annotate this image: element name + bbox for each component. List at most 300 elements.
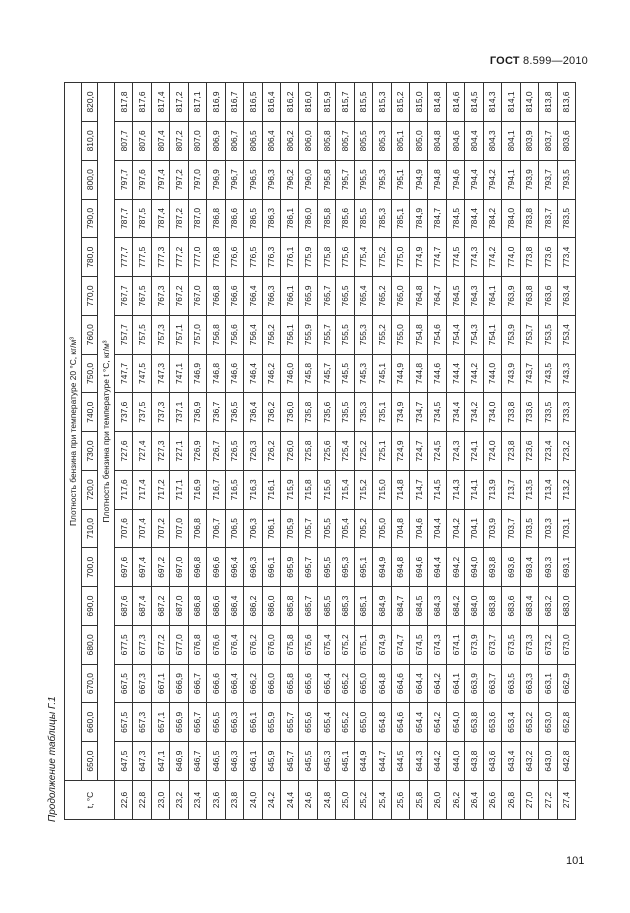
density-cell: 774,9: [410, 238, 428, 277]
density-cell: 676,4: [225, 625, 243, 664]
table-row: [115, 83, 133, 820]
density-cell: 676,2: [244, 625, 262, 664]
density-cell: 765,9: [299, 277, 317, 316]
density-cell: 657,3: [133, 703, 151, 742]
density-cell: 807,7: [115, 121, 133, 160]
column-header: 650,0: [82, 742, 98, 781]
density-cell: 753,7: [520, 315, 538, 354]
table-row: [557, 83, 576, 820]
density-cell: 784,4: [465, 199, 483, 238]
density-cell: 644,5: [391, 742, 409, 781]
temperature-cell: 24,0: [244, 781, 262, 820]
density-cell: 784,9: [410, 199, 428, 238]
density-cell: 735,3: [354, 393, 372, 432]
density-cell: 724,9: [391, 432, 409, 471]
density-cell: 816,5: [244, 83, 262, 122]
density-cell: 807,2: [170, 121, 188, 160]
density-cell: 726,3: [244, 432, 262, 471]
density-cell: 785,1: [391, 199, 409, 238]
density-cell: 724,1: [465, 432, 483, 471]
density-cell: 757,5: [133, 315, 151, 354]
density-cell: 803,7: [539, 121, 557, 160]
density-cell: 677,3: [133, 625, 151, 664]
density-cell: 657,5: [115, 703, 133, 742]
density-cell: 796,7: [225, 160, 243, 199]
density-cell: 785,5: [354, 199, 372, 238]
density-cell: 666,7: [188, 664, 206, 703]
density-cell: 677,5: [115, 625, 133, 664]
density-cell: 727,1: [170, 432, 188, 471]
density-cell: 795,7: [336, 160, 354, 199]
density-cell: 687,6: [115, 587, 133, 626]
density-cell: 725,6: [317, 432, 335, 471]
density-cell: 743,7: [520, 354, 538, 393]
density-cell: 813,6: [557, 83, 576, 122]
density-cell: 686,4: [225, 587, 243, 626]
density-cell: 703,7: [502, 509, 520, 548]
density-cell: 726,2: [262, 432, 280, 471]
density-cell: 653,0: [539, 703, 557, 742]
density-cell: 736,5: [225, 393, 243, 432]
density-cell: 705,5: [317, 509, 335, 548]
density-cell: 806,7: [225, 121, 243, 160]
temperature-cell: 23,4: [188, 781, 206, 820]
density-cell: 737,1: [170, 393, 188, 432]
column-header: 740,0: [82, 393, 98, 432]
temperature-cell: 23,8: [225, 781, 243, 820]
density-cell: 767,0: [188, 277, 206, 316]
density-cell: 716,9: [188, 470, 206, 509]
table-row: [446, 83, 464, 820]
density-cell: 755,2: [373, 315, 391, 354]
density-cell: 805,8: [317, 121, 335, 160]
density-cell: 753,5: [539, 315, 557, 354]
density-cell: 653,2: [520, 703, 538, 742]
density-cell: 726,7: [207, 432, 225, 471]
density-cell: 765,7: [317, 277, 335, 316]
density-cell: 724,0: [483, 432, 501, 471]
density-cell: 684,3: [428, 587, 446, 626]
density-cell: 643,4: [502, 742, 520, 781]
density-cell: 663,9: [465, 664, 483, 703]
density-cell: 733,3: [557, 393, 576, 432]
density-cell: 656,9: [170, 703, 188, 742]
density-cell: 737,6: [115, 393, 133, 432]
density-cell: 754,4: [446, 315, 464, 354]
density-cell: 814,8: [428, 83, 446, 122]
density-cell: 766,6: [225, 277, 243, 316]
density-cell: 664,8: [373, 664, 391, 703]
density-cell: 744,2: [465, 354, 483, 393]
temperature-cell: 24,6: [299, 781, 317, 820]
density-cell: 787,4: [151, 199, 169, 238]
density-cell: 764,3: [465, 277, 483, 316]
density-cell: 706,1: [262, 509, 280, 548]
density-cell: 765,5: [336, 277, 354, 316]
document-header: [490, 55, 588, 67]
table-row: [391, 83, 409, 820]
density-cell: 686,2: [244, 587, 262, 626]
density-cell: 817,4: [151, 83, 169, 122]
density-cell: 705,9: [280, 509, 298, 548]
density-cell: 666,2: [244, 664, 262, 703]
density-cell: 793,7: [539, 160, 557, 199]
density-cell: 755,3: [354, 315, 372, 354]
density-cell: 815,5: [354, 83, 372, 122]
table-row: [483, 83, 501, 820]
density-cell: 664,2: [428, 664, 446, 703]
density-cell: 755,7: [317, 315, 335, 354]
density-cell: 664,1: [446, 664, 464, 703]
density-cell: 736,9: [188, 393, 206, 432]
temperature-cell: 25,2: [354, 781, 372, 820]
density-cell: 676,8: [188, 625, 206, 664]
density-cell: 805,3: [373, 121, 391, 160]
density-cell: 736,7: [207, 393, 225, 432]
density-cell: 713,2: [557, 470, 576, 509]
density-cell: 814,5: [465, 83, 483, 122]
density-cell: 694,8: [391, 548, 409, 587]
density-cell: 777,7: [115, 238, 133, 277]
density-cell: 715,6: [317, 470, 335, 509]
density-cell: 796,3: [262, 160, 280, 199]
density-cell: 696,8: [188, 548, 206, 587]
density-cell: 814,1: [502, 83, 520, 122]
density-cell: 664,4: [410, 664, 428, 703]
density-cell: 657,1: [151, 703, 169, 742]
density-cell: 716,7: [207, 470, 225, 509]
density-cell: 783,7: [539, 199, 557, 238]
density-cell: 757,1: [170, 315, 188, 354]
density-cell: 646,1: [244, 742, 262, 781]
column-header: 660,0: [82, 703, 98, 742]
density-cell: 684,5: [410, 587, 428, 626]
density-cell: 806,2: [280, 121, 298, 160]
density-cell: 643,8: [465, 742, 483, 781]
column-header: 800,0: [82, 160, 98, 199]
density-cell: 755,9: [299, 315, 317, 354]
density-cell: 785,8: [317, 199, 335, 238]
density-cell: 727,6: [115, 432, 133, 471]
density-cell: 725,2: [354, 432, 372, 471]
sub-header: Плотность бензина при температуре t °С, кг/м³: [98, 83, 115, 781]
density-cell: 656,5: [207, 703, 225, 742]
density-cell: 785,3: [373, 199, 391, 238]
density-cell: 655,9: [262, 703, 280, 742]
density-cell: 794,4: [465, 160, 483, 199]
density-cell: 746,4: [244, 354, 262, 393]
t-header: t, °С: [65, 781, 115, 820]
density-cell: 674,3: [428, 625, 446, 664]
density-cell: 737,3: [151, 393, 169, 432]
density-cell: 776,6: [225, 238, 243, 277]
density-cell: 784,0: [502, 199, 520, 238]
density-cell: 646,9: [170, 742, 188, 781]
density-cell: 795,5: [354, 160, 372, 199]
density-cell: 666,4: [225, 664, 243, 703]
density-cell: 696,3: [244, 548, 262, 587]
density-cell: 806,9: [207, 121, 225, 160]
density-cell: 694,2: [446, 548, 464, 587]
density-cell: 703,1: [557, 509, 576, 548]
density-cell: 815,3: [373, 83, 391, 122]
density-cell: 797,7: [115, 160, 133, 199]
density-cell: 757,7: [115, 315, 133, 354]
density-cell: 754,8: [410, 315, 428, 354]
density-cell: 683,6: [502, 587, 520, 626]
density-cell: 683,2: [539, 587, 557, 626]
density-cell: 654,8: [373, 703, 391, 742]
density-cell: 815,9: [317, 83, 335, 122]
density-cell: 674,9: [373, 625, 391, 664]
temperature-cell: 25,4: [373, 781, 391, 820]
column-header: 730,0: [82, 432, 98, 471]
density-cell: 777,5: [133, 238, 151, 277]
density-cell: 694,4: [428, 548, 446, 587]
density-cell: 653,6: [483, 703, 501, 742]
density-cell: 713,5: [520, 470, 538, 509]
density-cell: 695,5: [317, 548, 335, 587]
density-cell: 786,6: [225, 199, 243, 238]
density-cell: 815,7: [336, 83, 354, 122]
density-cell: 746,9: [188, 354, 206, 393]
temperature-cell: 24,2: [262, 781, 280, 820]
table-row: [262, 83, 280, 820]
density-cell: 697,0: [170, 548, 188, 587]
density-cell: 746,0: [280, 354, 298, 393]
density-cell: 644,7: [373, 742, 391, 781]
density-cell: 714,1: [465, 470, 483, 509]
density-cell: 666,9: [170, 664, 188, 703]
density-cell: 647,5: [115, 742, 133, 781]
density-cell: 704,8: [391, 509, 409, 548]
density-cell: 676,6: [207, 625, 225, 664]
density-cell: 713,4: [539, 470, 557, 509]
temperature-cell: 25,0: [336, 781, 354, 820]
temperature-cell: 23,0: [151, 781, 169, 820]
density-cell: 746,8: [207, 354, 225, 393]
table-row: [502, 83, 520, 820]
density-cell: 697,6: [115, 548, 133, 587]
density-cell: 747,1: [170, 354, 188, 393]
density-cell: 773,4: [557, 238, 576, 277]
density-cell: 775,9: [299, 238, 317, 277]
density-cell: 743,3: [557, 354, 576, 393]
density-cell: 707,6: [115, 509, 133, 548]
density-cell: 735,6: [317, 393, 335, 432]
density-cell: 765,0: [391, 277, 409, 316]
temperature-cell: 24,8: [317, 781, 335, 820]
temperature-cell: 22,6: [115, 781, 133, 820]
column-header: 770,0: [82, 277, 98, 316]
density-cell: 777,3: [151, 238, 169, 277]
density-cell: 766,3: [262, 277, 280, 316]
density-cell: 805,7: [336, 121, 354, 160]
table-row: [225, 83, 243, 820]
density-cell: 757,0: [188, 315, 206, 354]
density-cell: 807,4: [151, 121, 169, 160]
group-header: Плотность бензина при температуре 20 °С, кг/м³: [65, 83, 82, 781]
temperature-cell: 26,4: [465, 781, 483, 820]
density-cell: 767,2: [170, 277, 188, 316]
density-cell: 807,0: [188, 121, 206, 160]
density-cell: 774,5: [446, 238, 464, 277]
density-cell: 723,6: [520, 432, 538, 471]
density-cell: 776,8: [207, 238, 225, 277]
density-cell: 655,0: [354, 703, 372, 742]
density-cell: 765,4: [354, 277, 372, 316]
density-cell: 747,3: [151, 354, 169, 393]
density-cell: 753,4: [557, 315, 576, 354]
density-cell: 736,4: [244, 393, 262, 432]
column-header: 750,0: [82, 354, 98, 393]
density-cell: 783,8: [520, 199, 538, 238]
density-cell: 746,2: [262, 354, 280, 393]
density-cell: 694,9: [373, 548, 391, 587]
density-cell: 695,3: [336, 548, 354, 587]
density-cell: 695,1: [354, 548, 372, 587]
density-cell: 744,8: [410, 354, 428, 393]
density-cell: 663,3: [520, 664, 538, 703]
table-caption: Продолжение таблицы Г.1: [47, 696, 58, 822]
density-cell: 754,6: [428, 315, 446, 354]
density-cell: 646,5: [207, 742, 225, 781]
density-cell: 734,2: [465, 393, 483, 432]
density-cell: 713,9: [483, 470, 501, 509]
density-cell: 685,5: [317, 587, 335, 626]
density-cell: 714,7: [410, 470, 428, 509]
density-cell: 797,6: [133, 160, 151, 199]
density-cell: 706,3: [244, 509, 262, 548]
density-cell: 673,9: [465, 625, 483, 664]
density-cell: 685,3: [336, 587, 354, 626]
density-cell: 816,2: [280, 83, 298, 122]
density-cell: 797,2: [170, 160, 188, 199]
density-cell: 643,0: [539, 742, 557, 781]
density-cell: 704,6: [410, 509, 428, 548]
density-cell: 717,2: [151, 470, 169, 509]
density-cell: 707,2: [151, 509, 169, 548]
temperature-cell: 27,2: [539, 781, 557, 820]
density-cell: 723,4: [539, 432, 557, 471]
density-cell: 764,8: [410, 277, 428, 316]
density-cell: 724,3: [446, 432, 464, 471]
table-row: [410, 83, 428, 820]
density-cell: 685,1: [354, 587, 372, 626]
density-cell: 673,7: [483, 625, 501, 664]
density-cell: 693,8: [483, 548, 501, 587]
density-cell: 643,6: [483, 742, 501, 781]
density-cell: 644,2: [428, 742, 446, 781]
density-cell: 756,1: [280, 315, 298, 354]
density-cell: 654,4: [410, 703, 428, 742]
density-cell: 673,2: [539, 625, 557, 664]
density-cell: 817,8: [115, 83, 133, 122]
density-cell: 717,4: [133, 470, 151, 509]
temperature-cell: 26,2: [446, 781, 464, 820]
density-cell: 793,9: [520, 160, 538, 199]
density-cell: 653,8: [465, 703, 483, 742]
density-cell: 804,6: [446, 121, 464, 160]
density-cell: 693,6: [502, 548, 520, 587]
density-cell: 795,3: [373, 160, 391, 199]
standard-label: ГОСТ: [489, 55, 520, 67]
density-cell: 647,1: [151, 742, 169, 781]
density-cell: 755,0: [391, 315, 409, 354]
density-cell: 674,7: [391, 625, 409, 664]
density-cell: 804,8: [428, 121, 446, 160]
column-header: 810,0: [82, 121, 98, 160]
density-cell: 696,6: [207, 548, 225, 587]
density-cell: 704,4: [428, 509, 446, 548]
density-cell: 665,6: [299, 664, 317, 703]
density-cell: 775,2: [373, 238, 391, 277]
density-cell: 767,7: [115, 277, 133, 316]
density-cell: 727,4: [133, 432, 151, 471]
density-cell: 735,5: [336, 393, 354, 432]
density-cell: 705,0: [373, 509, 391, 548]
density-cell: 647,3: [133, 742, 151, 781]
density-cell: 733,6: [520, 393, 538, 432]
density-cell: 806,5: [244, 121, 262, 160]
density-cell: 743,5: [539, 354, 557, 393]
density-cell: 675,2: [336, 625, 354, 664]
density-cell: 645,5: [299, 742, 317, 781]
density-cell: 664,6: [391, 664, 409, 703]
density-cell: 726,5: [225, 432, 243, 471]
density-cell: 756,2: [262, 315, 280, 354]
density-cell: 796,9: [207, 160, 225, 199]
density-cell: 674,5: [410, 625, 428, 664]
density-cell: 805,0: [410, 121, 428, 160]
density-cell: 787,7: [115, 199, 133, 238]
density-cell: 724,5: [428, 432, 446, 471]
density-cell: 663,1: [539, 664, 557, 703]
density-cell: 783,5: [557, 199, 576, 238]
density-cell: 665,0: [354, 664, 372, 703]
density-cell: 714,5: [428, 470, 446, 509]
density-cell: 714,3: [446, 470, 464, 509]
density-cell: 764,5: [446, 277, 464, 316]
density-cell: 694,0: [465, 548, 483, 587]
density-cell: 804,1: [502, 121, 520, 160]
density-cell: 805,1: [391, 121, 409, 160]
density-cell: 805,5: [354, 121, 372, 160]
density-cell: 814,0: [520, 83, 538, 122]
density-cell: 655,4: [317, 703, 335, 742]
density-cell: 684,9: [373, 587, 391, 626]
density-cell: 784,5: [446, 199, 464, 238]
density-cell: 734,5: [428, 393, 446, 432]
density-cell: 684,0: [465, 587, 483, 626]
density-cell: 725,8: [299, 432, 317, 471]
column-header: 790,0: [82, 199, 98, 238]
density-cell: 713,7: [502, 470, 520, 509]
density-cell: 757,3: [151, 315, 169, 354]
density-cell: 726,0: [280, 432, 298, 471]
density-cell: 687,4: [133, 587, 151, 626]
density-cell: 815,2: [391, 83, 409, 122]
density-cell: 766,1: [280, 277, 298, 316]
density-cell: 775,4: [354, 238, 372, 277]
density-cell: 723,2: [557, 432, 576, 471]
density-cell: 646,3: [225, 742, 243, 781]
density-cell: 662,9: [557, 664, 576, 703]
density-cell: 735,8: [299, 393, 317, 432]
column-header: 700,0: [82, 548, 98, 587]
table-row: [133, 83, 151, 820]
density-cell: 706,8: [188, 509, 206, 548]
